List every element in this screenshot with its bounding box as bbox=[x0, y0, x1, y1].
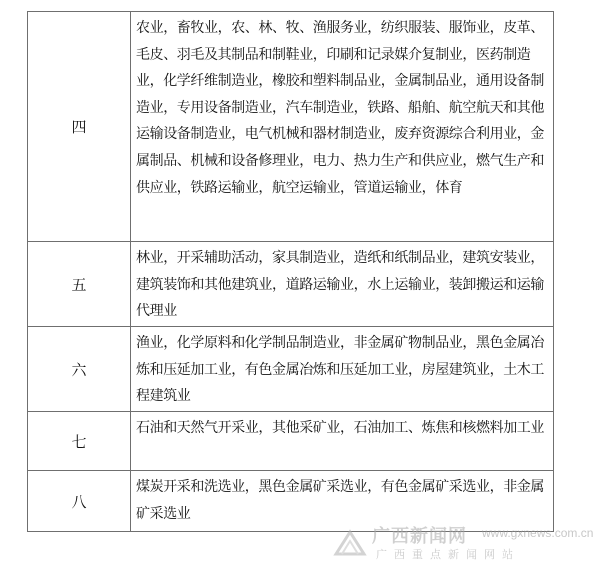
table-row bbox=[28, 412, 554, 471]
industries-cell: 林业，开采辅助活动，家具制造业，造纸和纸制品业，建筑安装业，建筑装饰和其他建筑业，道路运输业，水上运输业，装卸搬运和运输代理业 bbox=[131, 242, 554, 327]
site-logo-icon bbox=[332, 526, 368, 562]
level-cell: 八 bbox=[28, 471, 131, 532]
watermark-tagline: 广西重点新闻网站 bbox=[376, 549, 520, 561]
watermark-url: www.gxnews.com.cn bbox=[482, 526, 593, 540]
table-row bbox=[28, 327, 554, 412]
table-row bbox=[28, 242, 554, 327]
level-cell: 七 bbox=[28, 412, 131, 471]
table-row bbox=[28, 12, 554, 242]
level-cell: 五 bbox=[28, 242, 131, 327]
level-cell: 六 bbox=[28, 327, 131, 412]
industries-cell: 农业，畜牧业，农、林、牧、渔服务业，纺织服装、服饰业，皮革、毛皮、羽毛及其制品和制鞋业，印刷和记录媒介复制业，医药制造业，化学纤维制造业，橡胶和塑料制品业，金属制品业，通用设备制造业，专用设备制造业，汽车制造业，铁路、船舶、航空航天和其他运输设备制造业，电气机械和器材制造业，废弃资源综合利用业，金属制品、机械和设备修理业，电力、热力生产和供应业，燃气生产和供应业，铁路运输业，航空运输业，管道运输业，体育 bbox=[131, 12, 554, 242]
site-watermark bbox=[332, 522, 593, 562]
industries-cell: 石油和天然气开采业，其他采矿业，石油加工、炼焦和核燃料加工业 bbox=[131, 412, 554, 471]
watermark-site-name: 广西新闻网 bbox=[372, 526, 467, 547]
level-cell: 四 bbox=[28, 12, 131, 242]
industry-level-table bbox=[27, 11, 554, 532]
industries-cell: 渔业，化学原料和化学制品制造业，非金属矿物制品业，黑色金属冶炼和压延加工业，有色金属冶炼和压延加工业，房屋建筑业，土木工程建筑业 bbox=[131, 327, 554, 412]
industries-cell: 煤炭开采和洗选业，黑色金属矿采选业，有色金属矿采选业，非金属矿采选业 bbox=[131, 471, 554, 532]
